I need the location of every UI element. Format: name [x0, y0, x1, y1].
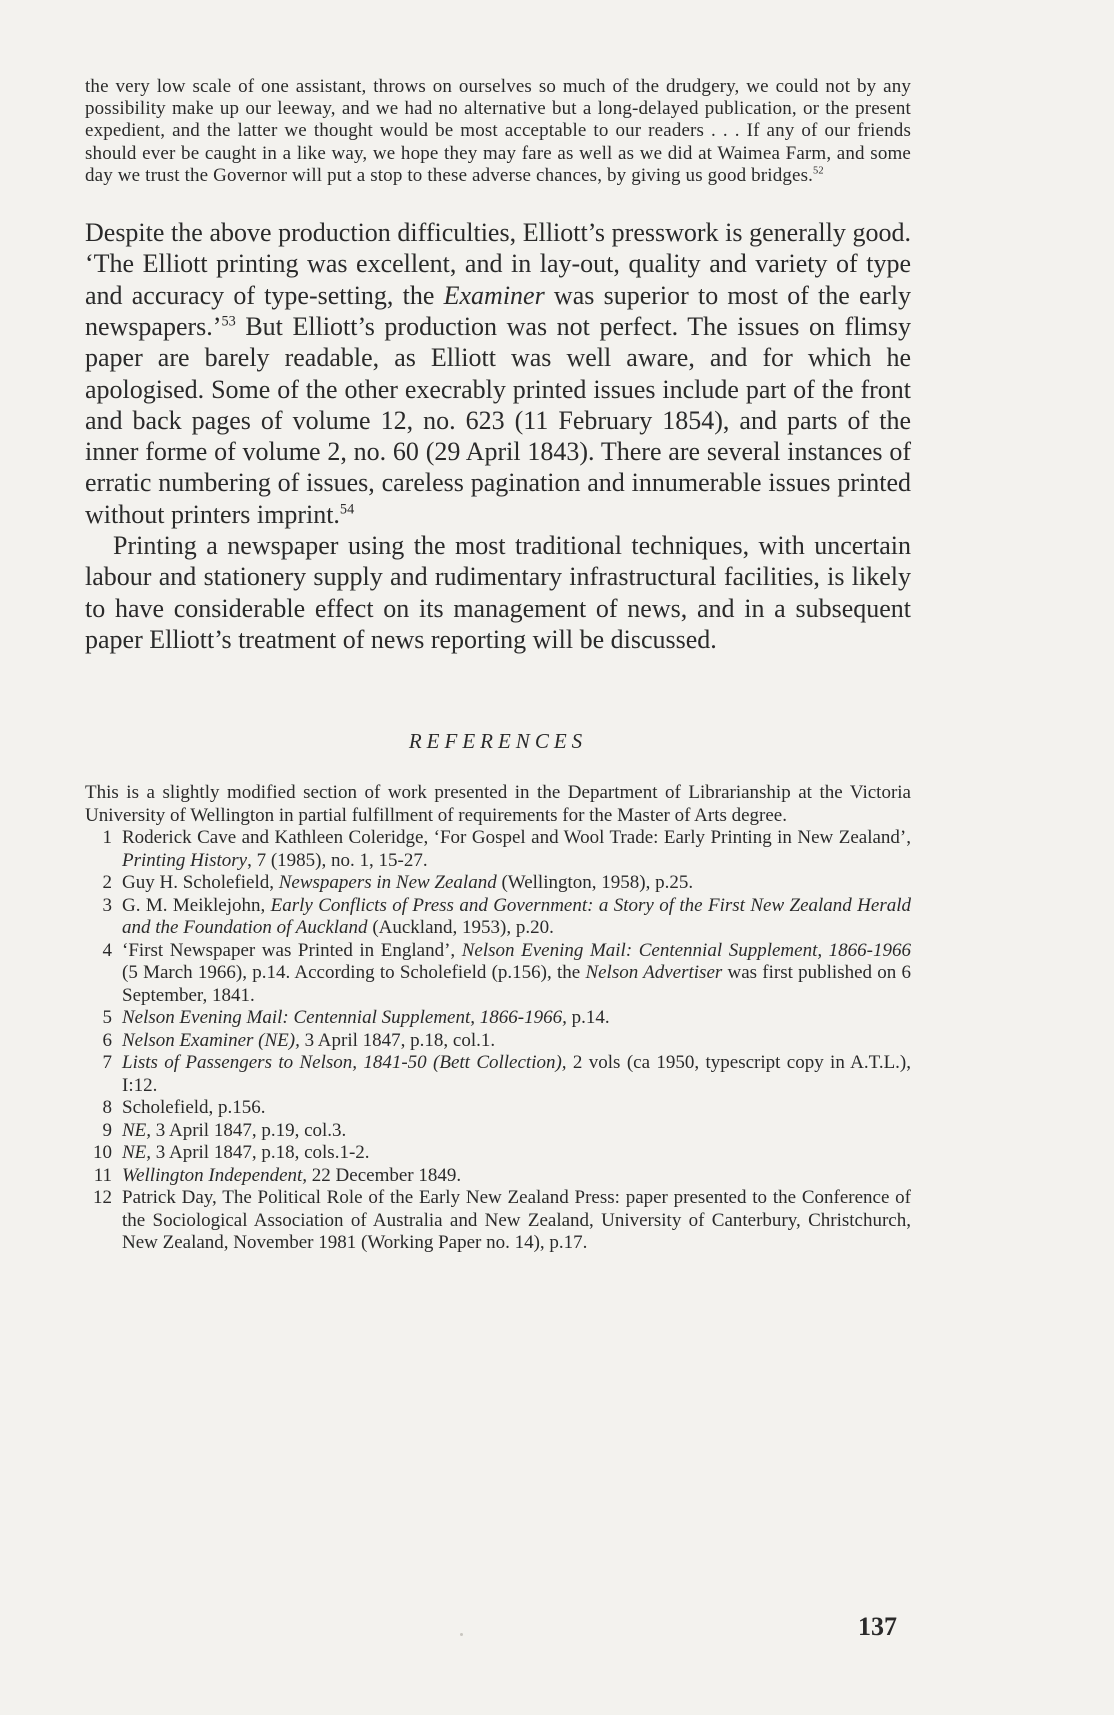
- reference-title: Printing History: [122, 849, 248, 871]
- reference-item: [85, 1142, 911, 1165]
- p1-part-b: was superior to most of the early newspapers.’: [85, 280, 911, 341]
- reference-number: 3: [102, 894, 112, 916]
- reference-title: Nelson Advertiser: [585, 962, 723, 984]
- reference-item: [85, 895, 911, 940]
- reference-item: [85, 1052, 911, 1097]
- reference-item: [85, 940, 911, 1008]
- quote-text: the very low scale of one assistant, throws on ourselves so much of the drudgery, we could not by any possibility make up our leeway, and we had no alternative but a long-delayed publication, or the present expedient, and the latter we thought would be most acceptable to our readers . . . If any of our friends should ever be caught in a like way, we hope they may fare as well as we did at Waimea Farm, and some day we trust the Governor will put a stop to these adverse chances, by giving us good bridges.: [85, 76, 911, 186]
- reference-number: 1: [102, 827, 112, 849]
- reference-title: NE,: [122, 1142, 152, 1164]
- footnote-marker-53: 53: [221, 313, 236, 330]
- reference-text: ‘First Newspaper was Printed in England’,: [122, 939, 462, 961]
- block-quote: [85, 76, 911, 187]
- p1-italic-examiner: Examiner: [443, 280, 545, 310]
- p1-part-a: Despite the above production difficulties, Elliott’s presswork is generally good. ‘The Elliott printing was excellent, and in lay-out, quality and variety of type and accuracy of type-setting, the: [85, 218, 911, 310]
- reference-title: Early Conflicts of Press and Government: a Story of the First New Zealand Herald and the Foundation of Auckland: [122, 894, 912, 939]
- reference-number: 10: [93, 1142, 112, 1164]
- page: [85, 76, 911, 1255]
- reference-title: Nelson Evening Mail: Centennial Supplement, 1866-1966,: [122, 1007, 567, 1029]
- footnote-marker-54: 54: [339, 501, 355, 518]
- reference-title: Newspapers in New Zealand: [278, 872, 497, 894]
- reference-item: [85, 1187, 911, 1255]
- reference-title: NE,: [122, 1119, 152, 1141]
- reference-number: 9: [102, 1119, 112, 1141]
- reference-text: 3 April 1847, p.19, col.3.: [151, 1119, 347, 1141]
- reference-item: [85, 1097, 911, 1120]
- reference-text: Scholefield, p.156.: [122, 1097, 266, 1119]
- paragraph-2: Printing a newspaper using the most traditional techniques, with uncertain labour and stationery supply and rudimentary infrastructural facilities, is likely to have considerable effect on its management of news, and in a subsequent paper Elliott’s treatment of news reporting will be discussed.: [85, 530, 911, 654]
- reference-text: 2 vols (ca 1950, typescript copy in A.T.L.), I:12.: [122, 1052, 911, 1096]
- body-text: [85, 217, 911, 655]
- reference-item: [85, 827, 911, 872]
- reference-title: Nelson Evening Mail: Centennial Supplement, 1866-1966: [461, 939, 912, 961]
- reference-title: Nelson Examiner (NE),: [122, 1029, 300, 1051]
- reference-title: Lists of Passengers to Nelson, 1841-50 (Bett Collection),: [122, 1052, 567, 1074]
- reference-text: was first published on 6 September, 1841.: [122, 962, 912, 1006]
- reference-text: , 7 (1985), no. 1, 15-27.: [247, 849, 428, 871]
- reference-text: 3 April 1847, p.18, cols.1-2.: [151, 1142, 370, 1164]
- references-list: [85, 782, 911, 1255]
- reference-text: (Wellington, 1958), p.25.: [496, 872, 694, 894]
- reference-text: G. M. Meiklejohn,: [122, 894, 271, 916]
- paragraph-1: [85, 217, 911, 530]
- reference-item: [85, 1165, 911, 1188]
- reference-number: 7: [102, 1052, 112, 1074]
- reference-number: 11: [93, 1164, 112, 1186]
- reference-text: 22 December 1849.: [307, 1164, 462, 1186]
- reference-text: 3 April 1847, p.18, col.1.: [299, 1029, 496, 1051]
- page-number: 137: [858, 1612, 897, 1641]
- reference-text: p.14.: [566, 1007, 610, 1029]
- reference-number: 12: [93, 1187, 112, 1209]
- reference-text: Patrick Day, The Political Role of the Early New Zealand Press: paper presented to the Conference of the Sociological Association of Australia and New Zealand, University of Canterbury, Christchurch, New Zealand, November 1981 (Working Paper no. 14), p.17.: [122, 1187, 911, 1254]
- reference-text: Guy H. Scholefield,: [122, 872, 279, 894]
- reference-item: [85, 872, 911, 895]
- reference-number: 2: [102, 872, 112, 894]
- references-heading: REFERENCES: [408, 729, 588, 754]
- reference-text: (5 March 1966), p.14. According to Scholefield (p.156), the: [122, 962, 586, 984]
- reference-item: [85, 1120, 911, 1143]
- footnote-marker-52: 52: [813, 165, 824, 177]
- reference-number: 8: [102, 1097, 112, 1119]
- reference-number: 6: [102, 1029, 112, 1051]
- reference-item: [85, 1007, 911, 1030]
- reference-number: 5: [102, 1007, 112, 1029]
- speck: [460, 1633, 463, 1636]
- references-intro: This is a slightly modified section of work presented in the Department of Librarianship at the Victoria University of Wellington in partial fulfillment of requirements for the Master of Arts degree.: [85, 782, 911, 826]
- reference-text: (Auckland, 1953), p.20.: [367, 917, 554, 939]
- reference-text: Roderick Cave and Kathleen Coleridge, ‘For Gospel and Wool Trade: Early Printing in New Zealand’,: [122, 827, 911, 849]
- reference-title: Wellington Independent,: [122, 1164, 308, 1186]
- reference-item: [85, 1030, 911, 1053]
- reference-number: 4: [102, 939, 112, 961]
- p1-part-c: But Elliott’s production was not perfect. The issues on flimsy paper are barely readable, as Elliott was well aware, and for which he apologised. Some of the other execrably printed issues include part of the front and back pages of volume 12, no. 623 (11 February 1854), and parts of the inner forme of volume 2, no. 60 (29 April 1843). There are several instances of erratic numbering of issues, careless pagination and innumerable issues printed without printers imprint.: [85, 311, 911, 529]
